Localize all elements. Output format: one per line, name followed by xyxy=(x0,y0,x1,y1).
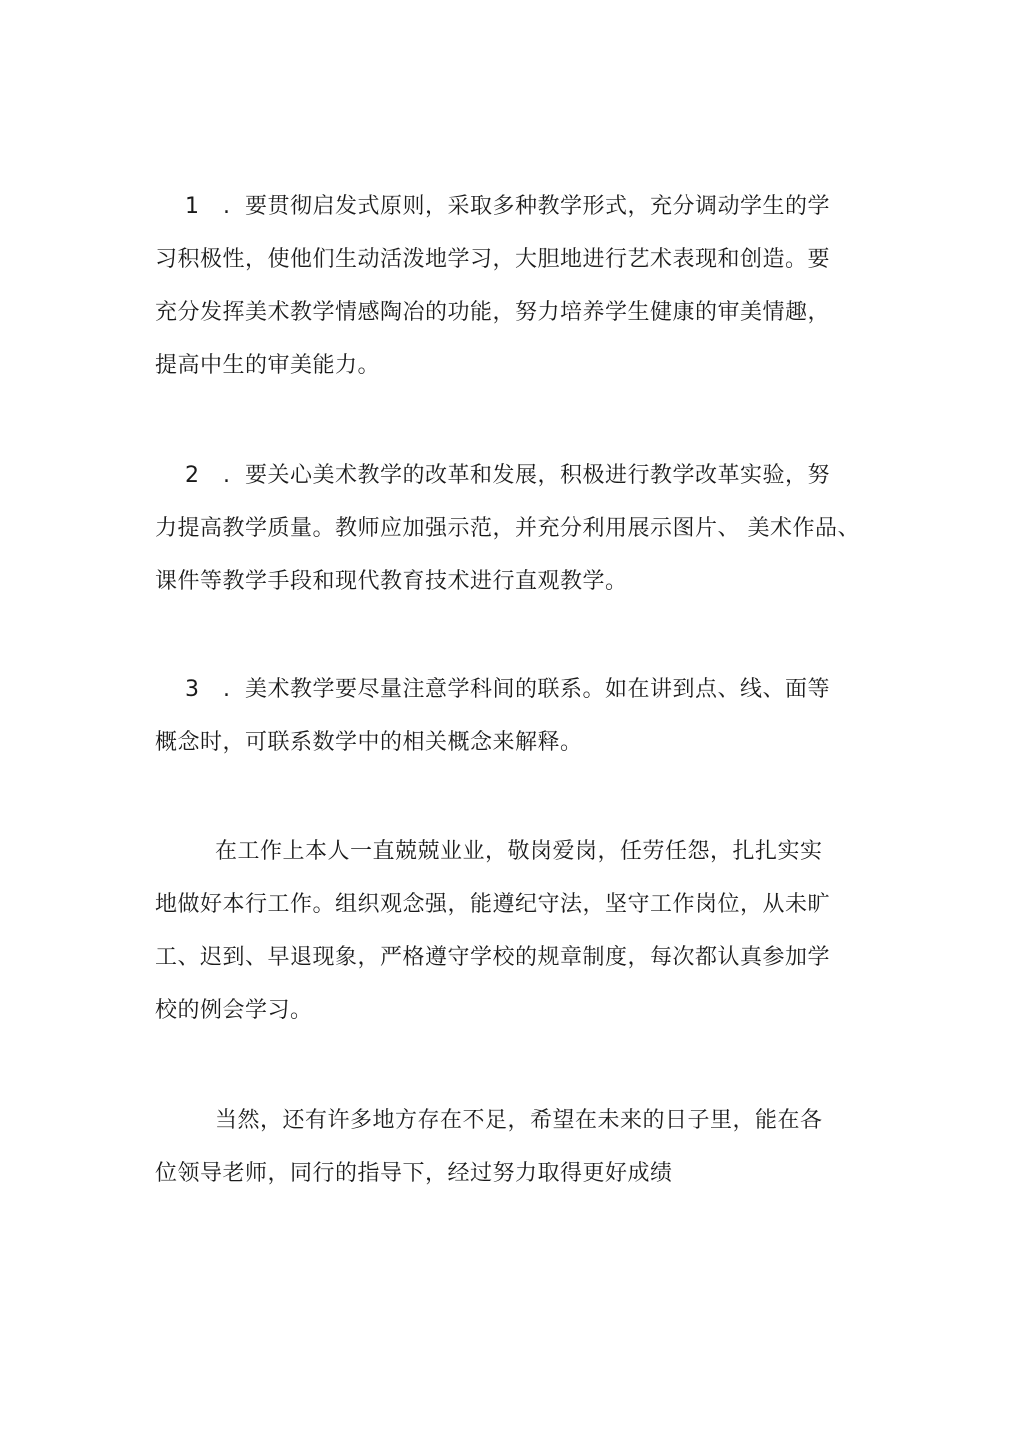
item-text: 要关心美术教学的改革和发展，积极进行教学改革实验，努 xyxy=(245,463,831,488)
paragraph-2-line-1: 当然，还有许多地方存在不足，希望在未来的日子里，能在各 xyxy=(215,1108,823,1133)
item-3-line-2: 概念时，可联系数学中的相关概念来解释。 xyxy=(155,730,583,755)
paragraph-1-line-4: 校的例会学习。 xyxy=(155,998,313,1023)
item-text: 要贯彻启发式原则，采取多种教学形式，充分调动学生的学 xyxy=(245,194,831,219)
paragraph-2-line-2: 位领导老师，同行的指导下，经过努力取得更好成绩 xyxy=(155,1161,673,1186)
paragraph-1-line-3: 工、迟到、早退现象，严格遵守学校的规章制度，每次都认真参加学 xyxy=(155,945,831,970)
item-text: 美术教学要尽量注意学科间的联系。如在讲到点、线、面等 xyxy=(245,677,831,702)
item-1-line-3: 充分发挥美术教学情感陶冶的功能，努力培养学生健康的审美情趣， xyxy=(155,300,831,325)
item-number: 3 xyxy=(185,677,200,702)
item-2-line-2: 力提高教学质量。教师应加强示范，并充分利用展示图片、 美术作品、 xyxy=(155,516,860,541)
paragraph-1-line-1: 在工作上本人一直兢兢业业，敬岗爱岗，任劳任怨，扎扎实实 xyxy=(215,839,823,864)
item-number: 2 xyxy=(185,463,200,488)
item-1-line-2: 习积极性，使他们生动活泼地学习，大胆地进行艺术表现和创造。要 xyxy=(155,247,831,272)
item-3-line-1 xyxy=(155,675,830,705)
item-marker: . xyxy=(223,463,231,488)
item-1-line-1 xyxy=(155,192,830,222)
item-2-line-3: 课件等教学手段和现代教育技术进行直观教学。 xyxy=(155,569,628,594)
item-1-line-4: 提高中生的审美能力。 xyxy=(155,353,381,378)
item-marker: . xyxy=(223,677,231,702)
item-marker: . xyxy=(223,194,231,219)
item-2-line-1 xyxy=(155,461,830,491)
item-number: 1 xyxy=(185,194,200,219)
paragraph-1-line-2: 地做好本行工作。组织观念强，能遵纪守法，坚守工作岗位，从未旷 xyxy=(155,892,831,917)
